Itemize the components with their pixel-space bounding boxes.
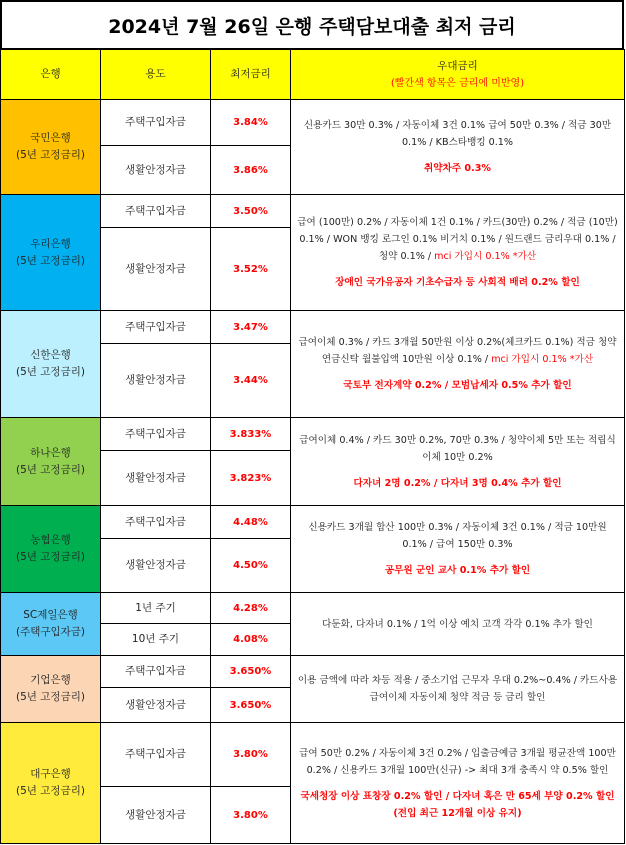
preferential-unapplied-note: 장애인 국가유공자 기초수급자 등 사회적 배려 0.2% 할인 (335, 277, 580, 288)
preferential-conditions (297, 334, 618, 368)
bank-name: 우리은행 (30, 237, 71, 250)
preferential-unapplied-inline: mci 가입시 0.1% *가산 (491, 354, 594, 365)
lowest-rate: 3.80% (211, 787, 291, 844)
loan-purpose: 1년 주기 (101, 593, 211, 624)
bank-rate-type: (5년 고정금리) (16, 463, 85, 476)
header-rate: 최저금리 (211, 50, 291, 100)
table-row (1, 418, 625, 451)
loan-purpose: 주택구입자금 (101, 656, 211, 688)
lowest-rate: 4.08% (211, 624, 291, 656)
preferential-rate-cell (291, 100, 625, 195)
loan-purpose: 주택구입자금 (101, 195, 211, 228)
preferential-rate-cell (291, 593, 625, 656)
lowest-rate: 3.86% (211, 146, 291, 195)
bank-name: 농협은행 (30, 534, 71, 546)
table-row (1, 311, 625, 344)
header-bank: 은행 (1, 50, 101, 100)
preferential-conditions (297, 117, 618, 151)
preferential-text: 급여이체 0.4% / 카드 30만 0.2%, 70만 0.3% / 청약이체 5만 또는 적립식 이체 10만 0.2% (299, 434, 616, 463)
loan-purpose: 주택구입자금 (101, 723, 211, 787)
preferential-conditions (297, 432, 618, 466)
preferential-text: 급여이체 0.3% / 카드 3개월 50만원 이상 0.2%(체크카드 0.1%) 적금 청약 연금신탁 월불입액 10만원 이상 0.1% / (298, 337, 617, 365)
bank-name-cell (1, 656, 101, 723)
bank-name-cell (1, 100, 101, 195)
table-row (1, 656, 625, 688)
spacer (297, 151, 618, 160)
bank-name: 신한은행 (30, 349, 71, 361)
preferential-text: 신용카드 30만 0.3% / 자동이체 3건 0.1% 급여 50만 0.3% / 적금 30만 0.1% / KB스타뱅킹 0.1% (303, 120, 612, 148)
lowest-rate: 3.650% (211, 656, 291, 688)
bank-rate-type: (5년 고정금리) (16, 149, 85, 161)
preferential-unapplied-inline: mci 가입시 0.1% *가산 (434, 251, 537, 262)
preferential-rate-cell (291, 311, 625, 418)
loan-purpose: 주택구입자금 (101, 506, 211, 539)
loan-purpose: 생활안정자금 (101, 344, 211, 418)
bank-name-cell (1, 418, 101, 506)
bank-rate-type: (5년 고정금리) (16, 254, 85, 267)
spacer (297, 466, 618, 475)
preferential-text: 급여 50만 0.2% / 자동이체 3건 0.2% / 입출금예금 3개월 평균잔액 100만 0.2% / 신용카드 3개월 100만(신규) -> 최대 3개 충족시 약 0.5% 할인 (299, 747, 616, 776)
preferential-conditions (297, 519, 618, 553)
bank-name: 기업은행 (30, 674, 71, 686)
preferential-rate-cell (291, 723, 625, 844)
bank-name: 국민은행 (30, 132, 71, 144)
loan-purpose: 생활안정자금 (101, 539, 211, 593)
table-header-row (1, 50, 625, 100)
preferential-text: 급여 (100만) 0.2% / 자동이체 1건 0.1% / 카드(30만) 0.2% / 적금 (10만) 0.1% / WON 뱅킹 로그인 0.1% 비거치 0.1% / 원드랜드 금리우대 0.1% / 청약 0.1% / (297, 217, 618, 262)
lowest-rate: 4.28% (211, 593, 291, 624)
preferential-rate-cell (291, 656, 625, 723)
loan-purpose: 주택구입자금 (101, 311, 211, 344)
bank-name-cell (1, 593, 101, 656)
header-preference (291, 50, 625, 100)
preferential-conditions (297, 616, 618, 633)
preferential-rate-cell (291, 195, 625, 311)
preferential-text: 이용 금액에 따라 차등 적용 / 중소기업 근무자 우대 0.2%~0.4% / 카드사용 급여이체 자동이체 청약 적금 등 금리 할인 (297, 675, 618, 703)
spacer (297, 265, 618, 274)
bank-rate-type: (5년 고정금리) (16, 691, 85, 703)
preferential-conditions (297, 214, 618, 265)
bank-rate-type: (주택구입자금) (15, 626, 86, 638)
lowest-rate: 4.50% (211, 539, 291, 593)
preferential-rate-cell (291, 506, 625, 593)
lowest-rate: 3.84% (211, 100, 291, 146)
bank-name: SC제일은행 (23, 609, 78, 621)
bank-name-cell (1, 506, 101, 593)
preferential-unapplied-note: 취약차주 0.3% (423, 163, 492, 174)
header-purpose: 용도 (101, 50, 211, 100)
bank-name: 대구은행 (30, 768, 71, 780)
bank-rate-type: (5년 고정금리) (16, 551, 85, 563)
spacer (297, 368, 618, 377)
bank-name-cell (1, 723, 101, 844)
preferential-rate-cell (291, 418, 625, 506)
bank-rate-type: (5년 고정금리) (16, 785, 85, 797)
loan-purpose: 생활안정자금 (101, 228, 211, 311)
loan-purpose: 생활안정자금 (101, 146, 211, 195)
loan-purpose: 주택구입자금 (101, 418, 211, 451)
lowest-rate: 4.48% (211, 506, 291, 539)
page-title: 2024년 7월 26일 은행 주택담보대출 최저 금리 (0, 0, 624, 50)
preferential-unapplied-note: 국세청장 이상 표창장 0.2% 할인 / 다자녀 혹은 만 65세 부양 0.2% 할인(전입 최근 12개월 이상 유지) (300, 790, 615, 819)
lowest-rate: 3.52% (211, 228, 291, 311)
loan-purpose: 생활안정자금 (101, 688, 211, 723)
spacer (297, 553, 618, 562)
lowest-rate: 3.823% (211, 451, 291, 506)
lowest-rate: 3.50% (211, 195, 291, 228)
spacer (297, 779, 618, 788)
table-row (1, 195, 625, 228)
preferential-text: 신용카드 3개월 합산 100만 0.3% / 자동이체 3건 0.1% / 적금 10만원 0.1% / 급여 150만 0.3% (308, 522, 607, 550)
preferential-text: 다둔화, 다자녀 0.1% / 1억 이상 예치 고객 각각 0.1% 추가 할인 (322, 618, 593, 630)
lowest-rate: 3.650% (211, 688, 291, 723)
header-preference-note: (빨간색 항목은 금리에 미반영) (390, 77, 525, 89)
loan-purpose: 주택구입자금 (101, 100, 211, 146)
table-row (1, 506, 625, 539)
header-preference-label: 우대금리 (437, 59, 478, 72)
bank-name-cell (1, 195, 101, 311)
loan-purpose: 10년 주기 (101, 624, 211, 656)
bank-name: 하나은행 (30, 446, 71, 459)
lowest-rate: 3.44% (211, 344, 291, 418)
lowest-rate: 3.833% (211, 418, 291, 451)
loan-purpose: 생활안정자금 (101, 787, 211, 844)
table-row (1, 593, 625, 624)
bank-rate-type: (5년 고정금리) (16, 366, 85, 378)
rate-table (0, 49, 625, 844)
loan-purpose: 생활안정자금 (101, 451, 211, 506)
preferential-conditions (297, 745, 618, 779)
preferential-unapplied-note: 공무원 군인 교사 0.1% 추가 할인 (384, 565, 531, 576)
lowest-rate: 3.47% (211, 311, 291, 344)
bank-name-cell (1, 311, 101, 418)
preferential-conditions (297, 672, 618, 706)
table-row (1, 100, 625, 146)
preferential-unapplied-note: 다자녀 2명 0.2% / 다자녀 3명 0.4% 추가 할인 (353, 477, 562, 489)
table-body (1, 100, 625, 844)
preferential-unapplied-note: 국토부 전자계약 0.2% / 모범납세자 0.5% 추가 할인 (343, 380, 572, 391)
lowest-rate: 3.80% (211, 723, 291, 787)
table-row (1, 723, 625, 787)
